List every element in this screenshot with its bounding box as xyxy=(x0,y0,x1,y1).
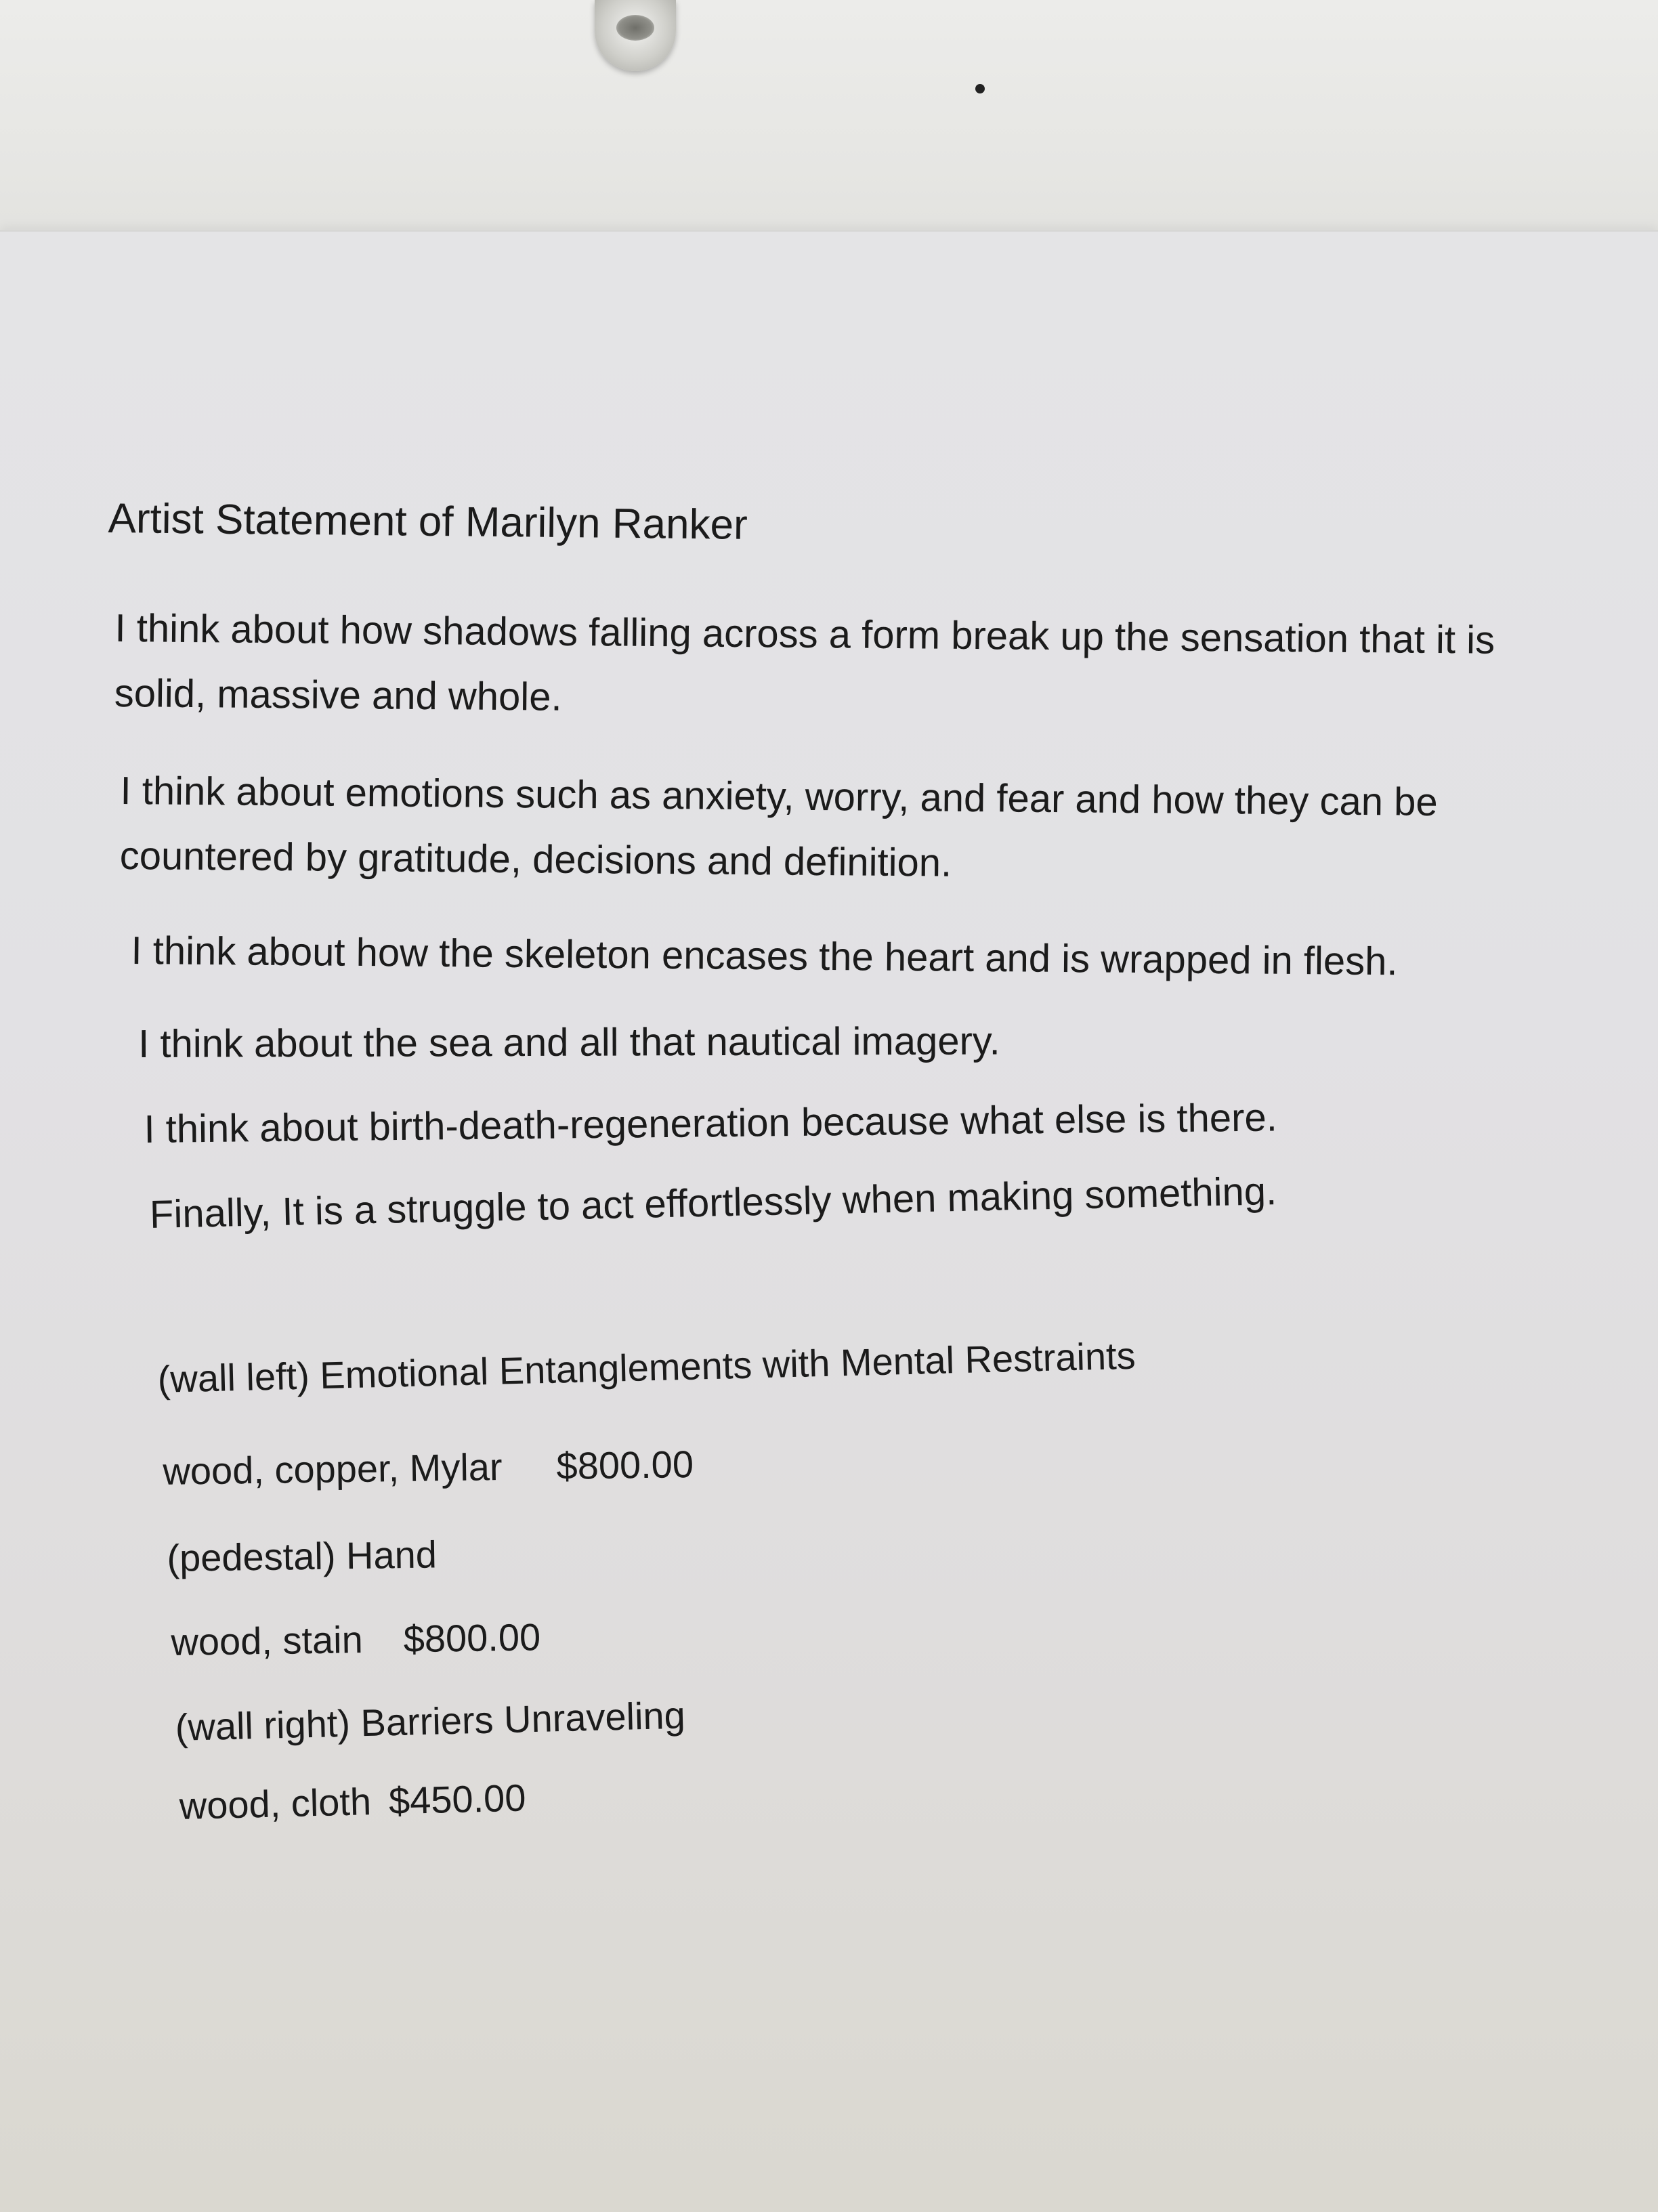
statement-paragraph-3: I think about how the skeleton encases the heart and is wrapped in flesh. xyxy=(131,928,1398,984)
statement-paragraph-1 xyxy=(114,596,1495,738)
statement-paragraph-4: I think about the sea and all that nautical imagery. xyxy=(138,1019,1000,1066)
work-3-title: (wall right) Barriers Unraveling xyxy=(175,1693,686,1749)
statement-paragraph-5: I think about birth-death-regeneration because what else is there. xyxy=(144,1095,1278,1151)
paragraph-1-line-1: I think about how shadows falling across a form break up the sensation that it is xyxy=(114,605,1495,662)
paragraph-1-line-2: solid, massive and whole. xyxy=(114,671,562,719)
statement-paragraph-6: Finally, It is a struggle to act effortlessly when making something. xyxy=(149,1169,1277,1237)
work-2-price: $800.00 xyxy=(403,1615,541,1661)
work-1-title: (wall left) Emotional Entanglements with Mental Restraints xyxy=(157,1334,1136,1401)
work-3-materials: wood, cloth xyxy=(179,1780,372,1827)
work-3-details xyxy=(179,1775,526,1827)
work-1-price: $800.00 xyxy=(556,1443,694,1487)
screw-icon xyxy=(595,0,676,71)
screw-slot xyxy=(616,15,654,41)
work-1-details xyxy=(163,1442,694,1493)
work-2-title: (pedestal) Hand xyxy=(167,1533,438,1579)
work-3-price: $450.00 xyxy=(388,1776,527,1823)
nail-hole xyxy=(975,84,985,93)
work-2-details xyxy=(171,1615,541,1664)
work-2-materials: wood, stain xyxy=(171,1618,364,1663)
work-1-materials: wood, copper, Mylar xyxy=(163,1445,503,1493)
statement-title: Artist Statement of Marilyn Ranker xyxy=(108,494,748,549)
statement-paragraph-2 xyxy=(119,759,1438,900)
paragraph-2-line-2: countered by gratitude, decisions and definition. xyxy=(119,833,952,885)
paragraph-2-line-1: I think about emotions such as anxiety, worry, and fear and how they can be xyxy=(120,768,1438,824)
